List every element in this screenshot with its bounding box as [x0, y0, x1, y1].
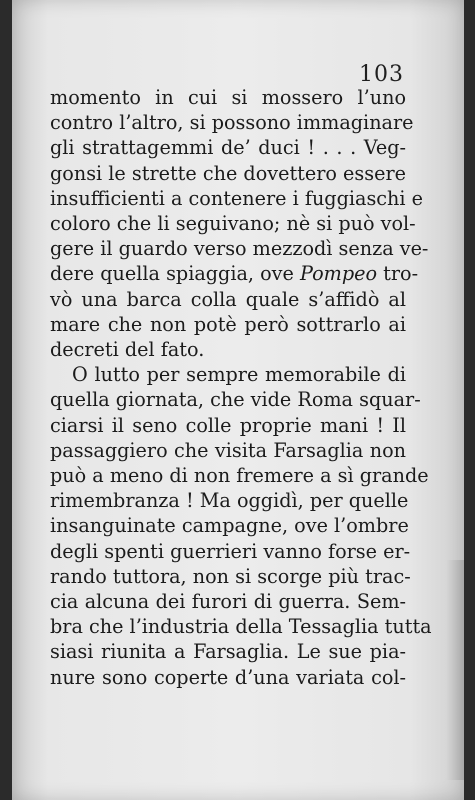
book-page [12, 0, 464, 800]
text-line-6: coloro che li seguivano; nè si può vol- [50, 212, 416, 236]
text-line-23: siasi riunita a Farsaglia. Le sue pia- [50, 640, 406, 664]
text-line-22: bra che l’industria della Tessaglia tutta [50, 615, 432, 639]
text-line-15: passaggiero che visita Farsaglia non [50, 438, 406, 462]
text-line-18: insanguinate campagne, ove l’ombre [50, 514, 409, 538]
text-line-16: può a meno di non fremere a sì grande [50, 464, 429, 488]
page-edge-shadow [446, 560, 464, 780]
text-line-9: vò una barca colla quale s’affidò al [50, 287, 406, 311]
body-text [50, 85, 432, 690]
text-line-20: rando tuttora, non si scorge più trac- [50, 564, 411, 588]
text-line-10: mare che non potè però sottrarlo ai [50, 312, 406, 336]
text-line-1: momento in cui si mossero l’uno [50, 86, 406, 109]
text-line-21: cia alcuna dei furori di guerra. Sem- [50, 590, 406, 614]
text-line-12: O lutto per sempre memorabile di [72, 363, 406, 387]
text-line-5: insufficienti a contenere i fuggiaschi e [50, 186, 423, 210]
text-line-19: degli spenti guerrieri vanno forse er- [50, 539, 411, 563]
text-line-14: ciarsi il seno colle proprie mani ! Il [50, 413, 406, 437]
text-line-8 [50, 261, 419, 286]
text-line-7: gere il guardo verso mezzodì senza ve- [50, 237, 429, 261]
text-line-17: rimembranza ! Ma oggidì, per quelle [50, 489, 409, 513]
page-number: 103 [359, 62, 404, 87]
text-line-4: gonsi le strette che dovettero essere [50, 161, 406, 185]
text-line-2: contro l’altro, si possono immaginare [50, 111, 414, 135]
text-line-24: nure sono coperte d’una variata col- [50, 665, 406, 689]
text-line-8-italic: Pompeo [299, 262, 378, 286]
text-line-3: gli strattagemmi de’ duci ! . . . Veg- [50, 136, 406, 160]
text-line-11: decreti del fato. [50, 338, 205, 362]
text-line-13: quella giornata, che vide Roma squar- [50, 388, 421, 412]
text-line-8-end: tro- [377, 262, 419, 286]
text-line-8-start: dere quella spiaggia, ove [50, 262, 300, 286]
